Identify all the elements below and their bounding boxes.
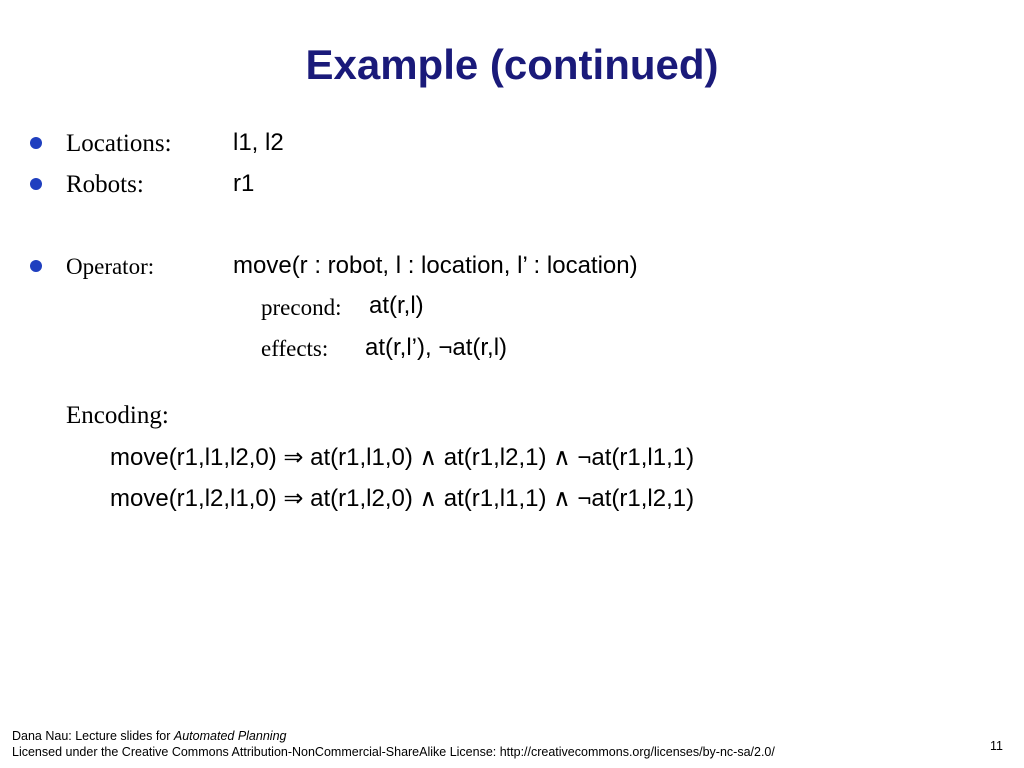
slide-title: Example (continued)	[305, 41, 719, 88]
footer-credit-title: Automated Planning	[173, 729, 287, 743]
bullet-dot	[30, 260, 42, 272]
locations-value: l1, l2	[233, 129, 284, 156]
footer-credit-prefix: Dana Nau: Lecture slides for	[12, 729, 174, 743]
robots-value: r1	[233, 170, 255, 197]
footer-license: Licensed under the Creative Commons Attribution-NonCommercial-ShareAlike License: http://creativecommons.org/licenses/by-nc-sa/2.0/	[12, 745, 775, 759]
precond-value: at(r,l)	[369, 292, 424, 319]
precond-label: precond:	[261, 295, 342, 320]
operator-label: Operator:	[66, 254, 155, 279]
bullet-dot	[30, 137, 42, 149]
encoding-heading: Encoding:	[66, 402, 169, 429]
effects-value: at(r,l’), ¬at(r,l)	[365, 334, 508, 361]
robots-label: Robots:	[66, 171, 144, 198]
encoding-line: move(r1,l2,l1,0) ⇒ at(r1,l2,0) ∧ at(r1,l1,1) ∧ ¬at(r1,l2,1)	[110, 485, 695, 512]
footer-credit	[12, 730, 286, 743]
operator-signature: move(r : robot, l : location, l’ : location)	[233, 252, 638, 279]
page-number: 11	[990, 739, 1003, 753]
locations-label: Locations:	[66, 130, 172, 157]
effects-label: effects:	[261, 336, 329, 361]
bullet-dot	[30, 178, 42, 190]
encoding-line: move(r1,l1,l2,0) ⇒ at(r1,l1,0) ∧ at(r1,l2,1) ∧ ¬at(r1,l1,1)	[110, 444, 695, 471]
